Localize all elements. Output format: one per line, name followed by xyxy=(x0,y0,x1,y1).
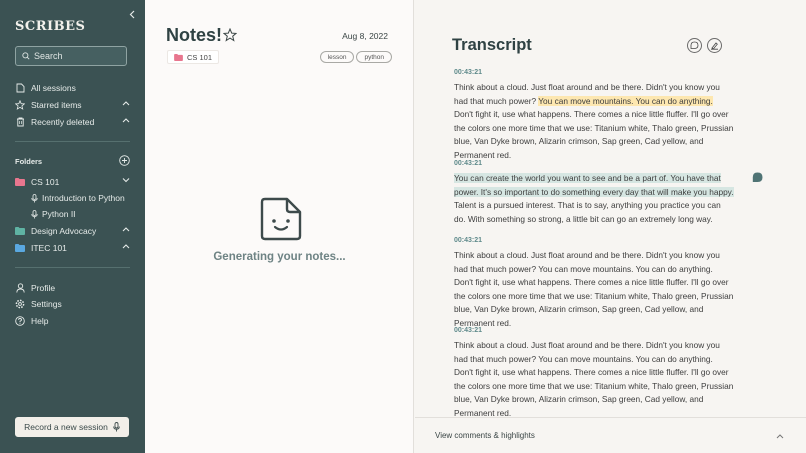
sidebar-item-label: Settings xyxy=(31,299,62,309)
folder-chip-label: CS 101 xyxy=(187,52,213,62)
comment-marker-icon[interactable] xyxy=(752,172,763,183)
view-comments-highlights-toggle[interactable] xyxy=(415,417,806,453)
transcript-text: You can create the world you want to see and be a part of. You have that power. It's so important to do something every day that will make you happy. Talent is a pursued interest. That is to say, anything you practice you can do. With something so strong, a little bit can go an extremely long way. xyxy=(454,173,734,224)
sidebar-item-label: Help xyxy=(31,316,49,326)
notes-title: Notes! xyxy=(166,25,223,45)
sidebar-item-label: All sessions xyxy=(31,83,76,93)
folders-heading: Folders xyxy=(15,157,43,166)
folder-cs-101[interactable] xyxy=(15,175,130,189)
green-highlight[interactable]: You can create the world you want to see and be a part of. You have that power. It's so important to do something every day that will make you happy. xyxy=(454,173,734,197)
add-folder-icon[interactable] xyxy=(119,155,130,166)
generating-state xyxy=(145,197,414,263)
sidebar-item-label: Starred items xyxy=(31,100,82,110)
session-date: Aug 8, 2022 xyxy=(342,31,388,41)
transcript-title: Transcript xyxy=(452,36,532,54)
timestamp[interactable]: 00:43:21 xyxy=(454,69,483,76)
folder-icon xyxy=(15,243,25,253)
session-introduction-to-python[interactable] xyxy=(31,192,125,204)
footer-label: View comments & highlights xyxy=(435,431,535,440)
help-icon xyxy=(15,316,25,326)
transcript-actions xyxy=(687,38,722,53)
record-button-label: Record a new session xyxy=(24,422,108,432)
microphone-icon xyxy=(31,210,38,219)
divider xyxy=(15,141,130,142)
timestamp[interactable]: 00:43:21 xyxy=(454,237,483,244)
tag-list xyxy=(320,51,392,63)
divider xyxy=(15,267,130,268)
chevron-up-icon[interactable] xyxy=(122,226,130,232)
notes-panel xyxy=(145,0,414,453)
folder-label: ITEC 101 xyxy=(31,243,67,253)
sidebar-item-recently-deleted[interactable] xyxy=(15,115,130,129)
chevron-up-icon[interactable] xyxy=(122,100,130,106)
user-icon xyxy=(15,283,25,293)
star-icon xyxy=(15,100,25,110)
search-placeholder: Search xyxy=(34,51,63,61)
transcript-entry xyxy=(454,160,734,226)
transcript-entry xyxy=(454,69,734,162)
app-logo: SCRIBES xyxy=(15,19,86,34)
sidebar-item-label: Recently deleted xyxy=(31,117,95,127)
sidebar-item-starred-items[interactable] xyxy=(15,98,130,112)
folder-icon xyxy=(15,177,25,187)
session-python-ii[interactable] xyxy=(31,208,76,220)
chevron-up-icon[interactable] xyxy=(122,117,130,123)
star-icon[interactable] xyxy=(223,28,237,42)
sidebar-item-profile[interactable] xyxy=(15,281,130,295)
sidebar-item-settings[interactable] xyxy=(15,297,130,311)
chevron-left-icon xyxy=(129,10,135,19)
smiling-document-icon xyxy=(257,197,303,243)
timestamp[interactable]: 00:43:21 xyxy=(454,327,483,334)
transcript-entry xyxy=(454,327,734,420)
folder-itec-101[interactable] xyxy=(15,241,130,255)
microphone-icon xyxy=(113,422,120,432)
sidebar-item-all-sessions[interactable] xyxy=(15,81,130,95)
folder-icon xyxy=(15,226,25,236)
chevron-up-icon[interactable] xyxy=(122,243,130,249)
folder-label: Design Advocacy xyxy=(31,226,97,236)
search-icon xyxy=(22,52,30,60)
transcript-text: Think about a cloud. Just float around and be there. Didn't you know you had that much power? You can move mountains. You can do anything. Don't fight it, use what happens. There comes a nice little fluffer. I'll go over the colors one more time that we use: Titanium white, Thalo green, Prussian blue, Van Dyke brown, Alizarin crimson, Sap green, Cad yellow, and Permanent red. xyxy=(454,82,734,160)
sidebar-item-help[interactable] xyxy=(15,314,130,328)
sidebar xyxy=(0,0,145,453)
transcript-text: Think about a cloud. Just float around and be there. Didn't you know you had that much power? You can move mountains. You can do anything. Don't fight it, use what happens. There comes a nice little fluffer. I'll go over the colors one more time that we use: Titanium white, Thalo green, Prussian blue, Van Dyke brown, Alizarin crimson, Sap green, Cad yellow, and Permanent red. xyxy=(454,250,734,328)
search-input[interactable] xyxy=(15,46,127,66)
session-label: Introduction to Python xyxy=(42,193,125,203)
chevron-down-icon[interactable] xyxy=(122,177,130,183)
tag-lesson[interactable]: lesson xyxy=(320,51,355,63)
highlight-button[interactable] xyxy=(707,38,722,53)
gear-icon xyxy=(15,299,25,309)
folder-icon xyxy=(174,54,183,61)
comment-icon xyxy=(690,41,699,50)
session-label: Python II xyxy=(42,209,76,219)
transcript-text: Think about a cloud. Just float around and be there. Didn't you know you had that much power? You can move mountains. You can do anything. Don't fight it, use what happens. There comes a nice little fluffer. I'll go over the colors one more time that we use: Titanium white, Thalo green, Prussian blue, Van Dyke brown, Alizarin crimson, Sap green, Cad yellow, and Permanent red. xyxy=(454,340,734,418)
chevron-up-icon xyxy=(776,433,784,439)
folder-design-advocacy[interactable] xyxy=(15,224,130,238)
transcript-entry xyxy=(454,237,734,330)
microphone-icon xyxy=(31,194,38,203)
sidebar-item-label: Profile xyxy=(31,283,56,293)
folder-chip[interactable] xyxy=(167,50,219,64)
transcript-panel xyxy=(415,0,806,453)
trash-icon xyxy=(15,117,25,127)
timestamp[interactable]: 00:43:21 xyxy=(454,160,483,167)
generating-message: Generating your notes... xyxy=(213,251,346,263)
folder-label: CS 101 xyxy=(31,177,60,187)
tag-python[interactable]: python xyxy=(356,51,392,63)
add-comment-button[interactable] xyxy=(687,38,702,53)
yellow-highlight[interactable]: You can move mountains. You can do anything. xyxy=(538,95,713,106)
collapse-sidebar-button[interactable] xyxy=(126,7,138,21)
file-icon xyxy=(15,83,25,93)
record-new-session-button[interactable] xyxy=(15,417,129,437)
highlighter-icon xyxy=(710,41,719,50)
